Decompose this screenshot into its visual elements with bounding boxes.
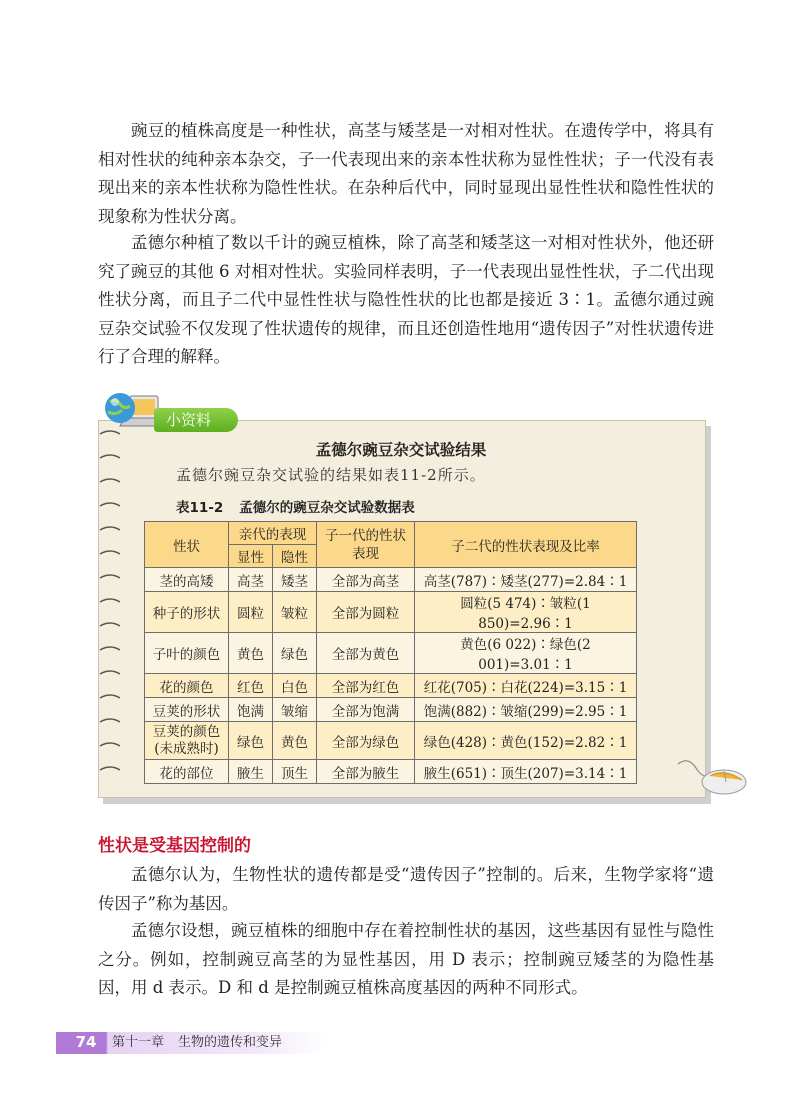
cell-f1: 全部为红色 bbox=[317, 674, 415, 698]
cell-dominant: 圆粒 bbox=[229, 592, 273, 633]
header-f2: 子二代的性状表现及比率 bbox=[415, 522, 637, 568]
table-row bbox=[145, 674, 637, 698]
cell-recessive: 矮茎 bbox=[273, 568, 317, 592]
section-paragraph-2: 孟德尔设想，豌豆植株的细胞中存在着控制性状的基因，这些基因有显性与隐性之分。例如，控制豌豆高茎的为显性基因，用 D 表示；控制豌豆矮茎的为隐性基因，用 d 表示。D 和 d 是控制豌豆植株高度基因的两种不同形式。 bbox=[98, 921, 714, 997]
computer-mouse-icon bbox=[674, 756, 750, 798]
cell-f1: 全部为圆粒 bbox=[317, 592, 415, 633]
chapter-title: 生物的遗传和变异 bbox=[178, 1035, 283, 1050]
header-recessive: 隐性 bbox=[273, 545, 317, 568]
cell-trait: 花的部位 bbox=[145, 760, 229, 784]
cell-f1: 全部为黄色 bbox=[317, 633, 415, 674]
table-caption bbox=[176, 496, 431, 516]
cell-recessive: 皱粒 bbox=[273, 592, 317, 633]
box-intro: 孟德尔豌豆杂交试验的结果如表11-2所示。 bbox=[176, 466, 486, 484]
cell-trait: 豆荚的形状 bbox=[145, 698, 229, 722]
cell-f2: 红花(705)∶白花(224)=3.15∶1 bbox=[415, 674, 637, 698]
section-paragraph-1: 孟德尔认为，生物性状的遗传都是受“遗传因子”控制的。后来，生物学家将“遗传因子”称为基因。 bbox=[98, 865, 714, 913]
cell-dominant: 绿色 bbox=[229, 722, 273, 760]
table-row bbox=[145, 592, 637, 633]
table-row bbox=[145, 568, 637, 592]
cell-trait: 种子的形状 bbox=[145, 592, 229, 633]
header-trait: 性状 bbox=[145, 522, 229, 568]
cell-f1: 全部为绿色 bbox=[317, 722, 415, 760]
table-row bbox=[145, 698, 637, 722]
box-title: 孟德尔豌豆杂交试验结果 bbox=[315, 441, 487, 459]
cell-f2: 圆粒(5 474)∶皱粒(1 850)=2.96∶1 bbox=[415, 592, 637, 633]
cell-f2: 高茎(787)∶矮茎(277)=2.84∶1 bbox=[415, 568, 637, 592]
cell-recessive: 顶生 bbox=[273, 760, 317, 784]
header-dominant: 显性 bbox=[229, 545, 273, 568]
cell-recessive: 皱缩 bbox=[273, 698, 317, 722]
chapter-label bbox=[112, 1032, 296, 1054]
table-row bbox=[145, 633, 637, 674]
cell-f2: 黄色(6 022)∶绿色(2 001)=3.01∶1 bbox=[415, 633, 637, 674]
cell-recessive: 绿色 bbox=[273, 633, 317, 674]
cell-recessive: 黄色 bbox=[273, 722, 317, 760]
header-f1: 子一代的性状表现 bbox=[317, 522, 415, 568]
cell-trait: 茎的高矮 bbox=[145, 568, 229, 592]
table-row bbox=[145, 722, 637, 760]
cell-trait: 花的颜色 bbox=[145, 674, 229, 698]
cell-dominant: 黄色 bbox=[229, 633, 273, 674]
intro-paragraph-2: 孟德尔种植了数以千计的豌豆植株，除了高茎和矮茎这一对相对性状外，他还研究了豌豆的其他 6 对相对性状。实验同样表明，子一代表现出显性性状，子二代出现性状分离，而且子二代中显性性状与隐性性状的比也都是接近 3∶1。孟德尔通过豌豆杂交试验不仅发现了性状遗传的规律，而且还创造性地用“遗传因子”对性状遗传进行了合理的解释。 bbox=[98, 233, 714, 366]
data-table bbox=[144, 521, 637, 784]
cell-dominant: 腋生 bbox=[229, 760, 273, 784]
header-parent: 亲代的表现 bbox=[229, 522, 317, 545]
chapter-number: 第十一章 bbox=[112, 1035, 165, 1050]
page-number: 74 bbox=[75, 1033, 97, 1051]
cell-dominant: 高茎 bbox=[229, 568, 273, 592]
cell-dominant: 饱满 bbox=[229, 698, 273, 722]
cell-f2: 腋生(651)∶顶生(207)=3.14∶1 bbox=[415, 760, 637, 784]
cell-dominant: 红色 bbox=[229, 674, 273, 698]
intro-paragraph-1: 豌豆的植株高度是一种性状，高茎与矮茎是一对相对性状。在遗传学中，将具有相对性状的纯种亲本杂交，子一代表现出来的亲本性状称为显性性状；子一代没有表现出来的亲本性状称为隐性性状。在杂种后代中，同时显现出显性性状和隐性性状的现象称为性状分离。 bbox=[98, 121, 714, 226]
cell-f2: 饱满(882)∶皱缩(299)=2.95∶1 bbox=[415, 698, 637, 722]
table-title: 孟德尔的豌豆杂交试验数据表 bbox=[239, 500, 415, 516]
spiral-binding bbox=[98, 428, 122, 792]
cell-f1: 全部为高茎 bbox=[317, 568, 415, 592]
cell-recessive: 白色 bbox=[273, 674, 317, 698]
section-heading: 性状是受基因控制的 bbox=[98, 836, 251, 856]
info-badge: 小资料 bbox=[154, 408, 238, 432]
table-row bbox=[145, 760, 637, 784]
cell-f2: 绿色(428)∶黄色(152)=2.82∶1 bbox=[415, 722, 637, 760]
cell-f1: 全部为腋生 bbox=[317, 760, 415, 784]
cell-trait: 豆荚的颜色(未成熟时) bbox=[145, 722, 229, 760]
cell-f1: 全部为饱满 bbox=[317, 698, 415, 722]
cell-trait: 子叶的颜色 bbox=[145, 633, 229, 674]
table-number: 表11-2 bbox=[176, 500, 224, 516]
